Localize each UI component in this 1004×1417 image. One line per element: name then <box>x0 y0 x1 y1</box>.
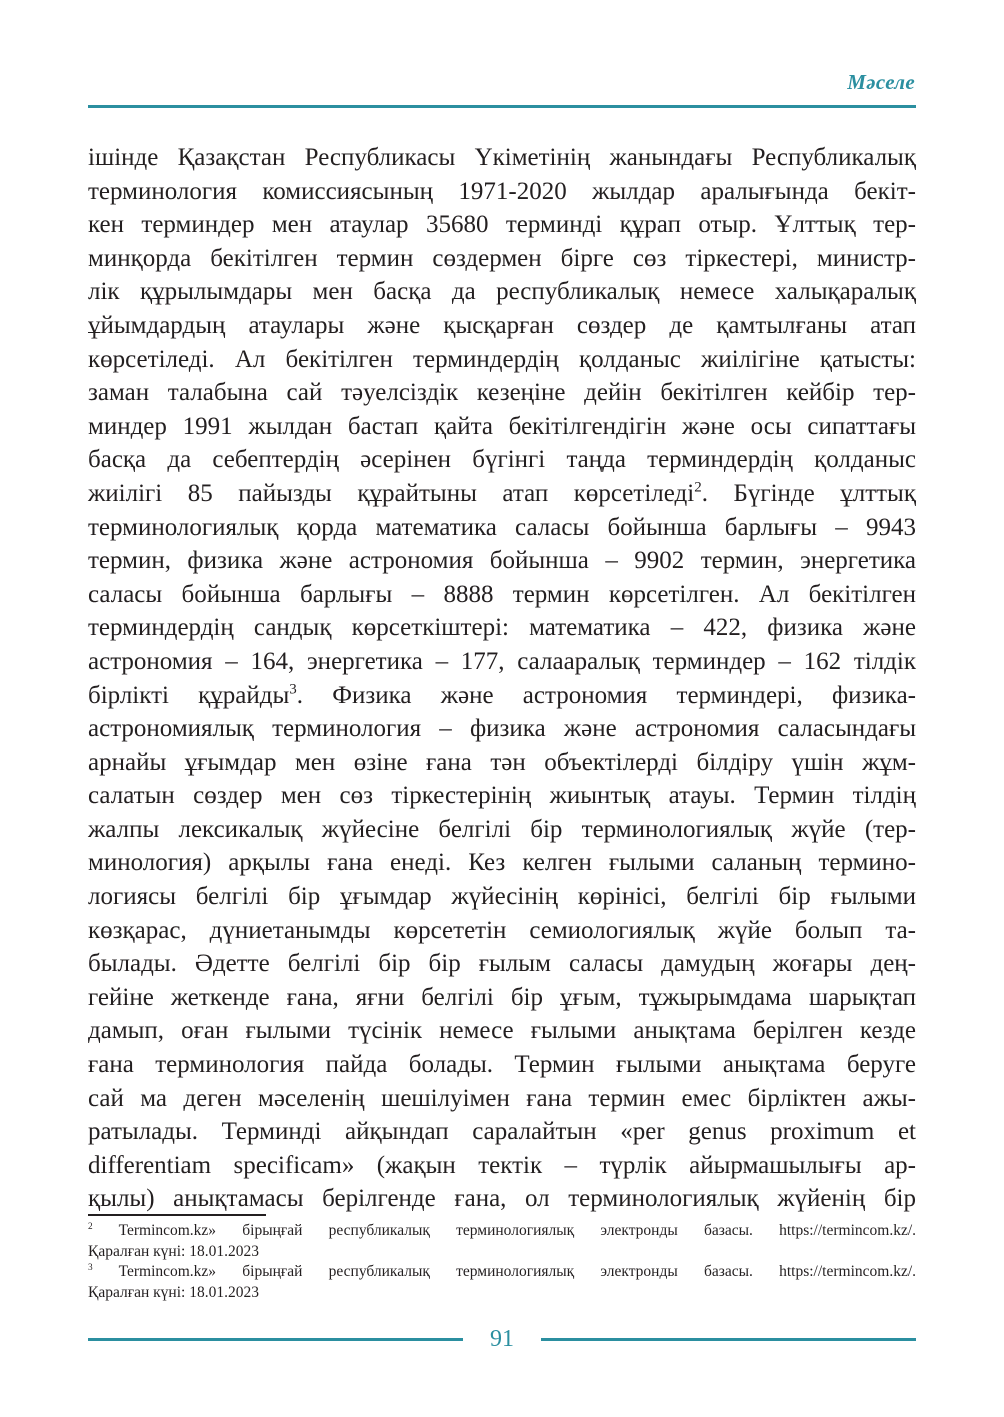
body-line: басқа да себептердің әсерінен бүгінгі таңда терминдердің қолданыс <box>88 446 916 474</box>
body-line-text: . Бүгінде ұлттық <box>701 479 916 507</box>
body-line: астрономиялық терминология – физика және астрономия саласындағы <box>88 715 916 743</box>
body-line: терминологиялық қорда математика саласы бойынша барлығы – 9943 <box>88 513 916 541</box>
body-line: ұйымдардың атаулары және қысқарған сөздер де қамтылғаны атап <box>88 311 916 339</box>
footer-divider-right <box>541 1338 916 1341</box>
body-line: көрсетіледі. Ал бекітілген терминдердің қолданыс жиілігіне қатысты: <box>88 345 916 373</box>
body-line: differentiam specificam» (жақын тектік – түрлік айырмашылығы ар- <box>88 1151 916 1179</box>
body-line: ішінде Қазақстан Республикасы Үкіметінің жанындағы Республикалық <box>88 144 916 171</box>
body-line: көзқарас, дүниетанымды көрсететін семиологиялық жүйе болып та- <box>88 916 916 944</box>
footnote-number: 3 <box>88 1262 93 1273</box>
body-line: астрономия – 164, энергетика – 177, салааралық терминдер – 162 тілдік <box>88 647 916 675</box>
footnote-text: Termincom.kz» бірыңғай республикалық терминологиялық электронды базасы. https://termincom.kz/. <box>92 1222 916 1239</box>
body-line: терминология комиссиясының 1971-2020 жылдар аралығында бекіт- <box>88 177 916 205</box>
footnote-3 <box>88 1262 916 1283</box>
body-line: салатын сөздер мен сөз тіркестерінің жиынтық атауы. Термин тілдің <box>88 782 916 810</box>
body-line: дамып, оған ғылыми түсінік немесе ғылыми анықтама берілген кезде <box>88 1017 916 1045</box>
body-line: кен терминдер мен атаулар 35680 терминді құрап отыр. Ұлттық тер- <box>88 211 916 239</box>
page-header-title: Мәселе <box>847 70 915 94</box>
body-line-text: жиілігі 85 пайызды құрайтыны атап көрсетіледі <box>88 479 695 507</box>
footnotes <box>88 1221 916 1303</box>
body-line: лік құрылымдары мен басқа да республикалық немесе халықаралық <box>88 278 916 306</box>
body-line: терминдердің сандық көрсеткіштері: математика – 422, физика және <box>88 614 916 642</box>
body-line: минология) арқылы ғана енеді. Кез келген ғылыми саланың термино- <box>88 849 916 877</box>
footnote-ref-3[interactable]: 3 <box>289 681 297 698</box>
body-text <box>88 141 916 1216</box>
body-line <box>88 477 916 511</box>
footnote-number: 2 <box>88 1221 93 1232</box>
header-divider <box>88 105 916 108</box>
body-line: термин, физика және астрономия бойынша – 9902 термин, энергетика <box>88 547 916 575</box>
body-line: гейіне жеткенде ғана, яғни белгілі бір ұғым, тұжырымдама шарықтап <box>88 983 916 1011</box>
body-line: арнайы ұғымдар мен өзіне ғана тән объектілерді білдіру үшін жұм- <box>88 748 916 776</box>
body-line-text: . Физика және астрономия терминдері, физика- <box>296 681 916 709</box>
body-line: қылы) анықтамасы берілгенде ғана, ол терминологиялық жүйенің бір <box>88 1185 916 1213</box>
body-line: ратылады. Терминді айқындап саралайтын «per genus proximum et <box>88 1118 916 1146</box>
body-line: ғана терминология пайда болады. Термин ғылыми анықтама беруге <box>88 1051 916 1079</box>
footnote-ref-2[interactable]: 2 <box>694 479 702 496</box>
body-line: жалпы лексикалық жүйесіне белгілі бір терминологиялық жүйе (тер- <box>88 815 916 843</box>
body-line-text: бірлікті құрайды <box>88 681 290 709</box>
footnote-2-date: Қаралған күні: 18.01.2023 <box>88 1242 259 1260</box>
body-line: миндер 1991 жылдан бастап қайта бекітілгендігін және осы сипаттағы <box>88 412 916 440</box>
body-line: саласы бойынша барлығы – 8888 термин көрсетілген. Ал бекітілген <box>88 580 916 608</box>
body-line <box>88 679 916 713</box>
footer-divider-left <box>88 1338 463 1341</box>
body-line: былады. Әдетте белгілі бір бір ғылым саласы дамудың жоғары дең- <box>88 950 916 978</box>
page-number: 91 <box>490 1326 514 1352</box>
footnote-text: Termincom.kz» бірыңғай республикалық терминологиялық электронды базасы. https://termincom.kz/. <box>92 1263 916 1280</box>
body-line: сай ма деген мәселенің шешілуімен ғана термин емес бірліктен ажы- <box>88 1084 916 1112</box>
footnote-divider <box>88 1214 266 1216</box>
body-line: минқорда бекітілген термин сөздермен бірге сөз тіркестері, министр- <box>88 244 916 272</box>
footnote-2 <box>88 1221 916 1242</box>
footnote-3-date: Қаралған күні: 18.01.2023 <box>88 1283 259 1301</box>
body-line: заман талабына сай тәуелсіздік кезеңіне дейін бекітілген кейбір тер- <box>88 379 916 407</box>
body-line: логиясы белгілі бір ұғымдар жүйесінің көрінісі, белгілі бір ғылыми <box>88 883 916 911</box>
